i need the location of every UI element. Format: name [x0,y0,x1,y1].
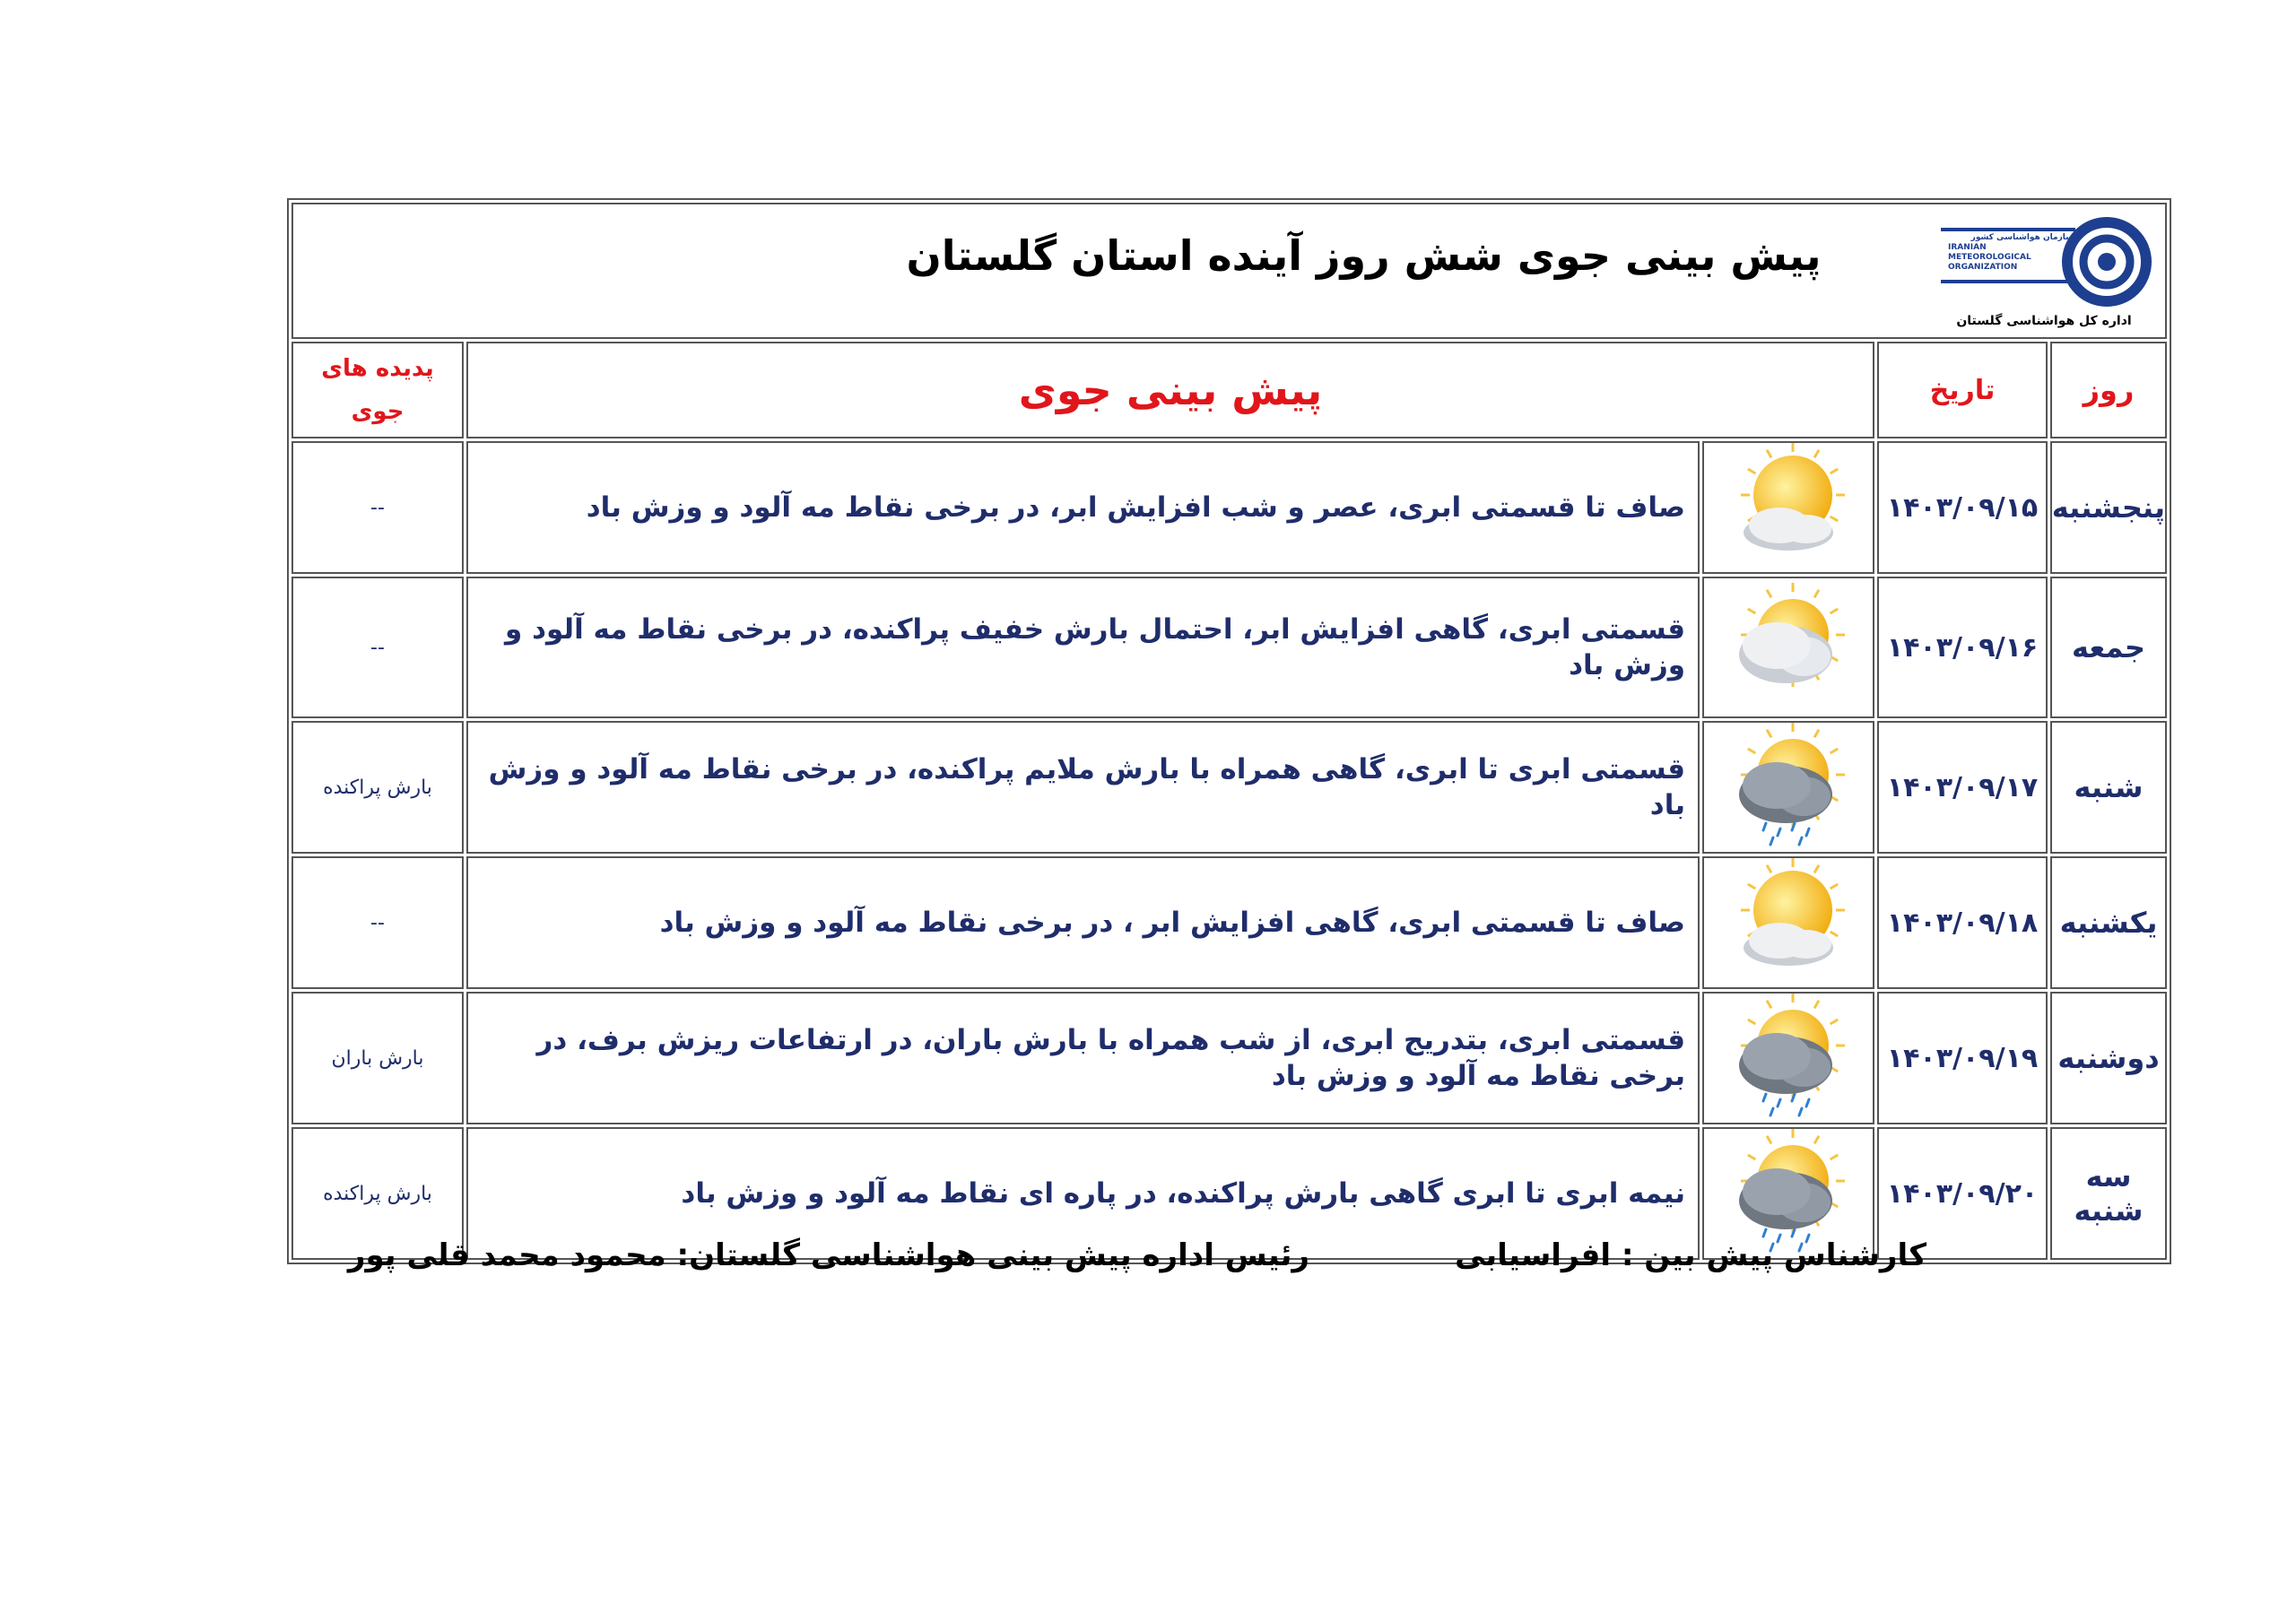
date-cell: ۱۴۰۳/۰۹/۱۶ [1877,577,2048,718]
footer-head: رئیس اداره پیش بینی هواشناسی گلستان: محمود محمد قلی پور [347,1237,1309,1273]
partly-cloudy-icon [1721,555,1856,572]
table-row [291,721,2167,854]
col-phenomena [291,342,464,438]
logo-text-2: IRANIAN [1948,243,1987,252]
col-phenomena-line2: جوی [351,398,404,425]
rain-cloud-icon [1721,1106,1856,1123]
rain-cloud-icon [1721,835,1856,852]
day-cell: یکشنبه [2050,856,2167,989]
day-cell: شنبه [2050,721,2167,854]
weather-icon-cell [1702,441,1874,574]
date-cell: ۱۴۰۳/۰۹/۲۰ [1877,1127,2048,1260]
page-title: پیش بینی جوی شش روز آینده استان گلستان [906,231,1822,280]
forecast-description: صاف تا قسمتی ابری، عصر و شب افزایش ابر، در برخی نقاط مه آلود و وزش باد [466,441,1700,574]
weather-icon-cell [1702,577,1874,718]
footer-forecaster: کارشناس پیش بین : افراسیابی [1455,1237,1926,1273]
table-row [291,441,2167,574]
table-row [291,992,2167,1124]
table-row [291,856,2167,989]
column-header-row [291,342,2167,438]
day-cell: پنجشنبه [2050,441,2167,574]
phenomena-cell: -- [291,441,464,574]
weather-icon-cell [1702,992,1874,1124]
date-cell: ۱۴۰۳/۰۹/۱۸ [1877,856,2048,989]
weather-icon-cell [1702,856,1874,989]
phenomena-cell: بارش باران [291,992,464,1124]
header-row [291,203,2167,339]
forecast-description: قسمتی ابری، گاهی افزایش ابر، احتمال بارش خفیف پراکنده، در برخی نقاط مه آلود و وزش باد [466,577,1700,718]
col-date: تاریخ [1877,342,2048,438]
forecast-table [287,198,2171,1264]
day-cell: سه شنبه [2050,1127,2167,1260]
phenomena-cell: -- [291,577,464,718]
date-cell: ۱۴۰۳/۰۹/۱۵ [1877,441,2048,574]
day-cell: جمعه [2050,577,2167,718]
col-day: روز [2050,342,2167,438]
forecast-description: صاف تا قسمتی ابری، گاهی افزایش ابر ، در برخی نقاط مه آلود و وزش باد [466,856,1700,989]
phenomena-cell: -- [291,856,464,989]
phenomena-cell: بارش پراکنده [291,1127,464,1260]
mostly-cloudy-icon [1721,695,1856,712]
header-cell [291,203,2167,339]
logo-text-3: METEOROLOGICAL [1948,253,2031,262]
forecast-sheet [287,198,2165,1264]
logo-caption: اداره کل هواشناسی گلستان [1956,314,2132,328]
logo-text-1: سازمان هواشناسی کشور [1970,233,2074,242]
col-forecast: پیش بینی جوی [466,342,1874,438]
phenomena-cell: بارش پراکنده [291,721,464,854]
date-cell: ۱۴۰۳/۰۹/۱۹ [1877,992,2048,1124]
table-row [291,577,2167,718]
day-cell: دوشنبه [2050,992,2167,1124]
forecast-rows [291,441,2167,1260]
forecast-description: قسمتی ابری تا ابری، گاهی همراه با بارش ملایم پراکنده، در برخی نقاط مه آلود و وزش باد [466,721,1700,854]
col-phenomena-line1: پدیده های [321,355,434,382]
forecast-description: قسمتی ابری، بتدریج ابری، از شب همراه با بارش باران، در ارتفاعات ریزش برف، در برخی نقاط مه آلود و وزش باد [466,992,1700,1124]
logo-text-4: ORGANIZATION [1948,263,2018,272]
partly-cloudy-icon [1721,970,1856,987]
date-cell: ۱۴۰۳/۰۹/۱۷ [1877,721,2048,854]
forecast-description: نیمه ابری تا ابری گاهی بارش پراکنده، در پاره ای نقاط مه آلود و وزش باد [466,1127,1700,1260]
weather-icon-cell [1702,721,1874,854]
